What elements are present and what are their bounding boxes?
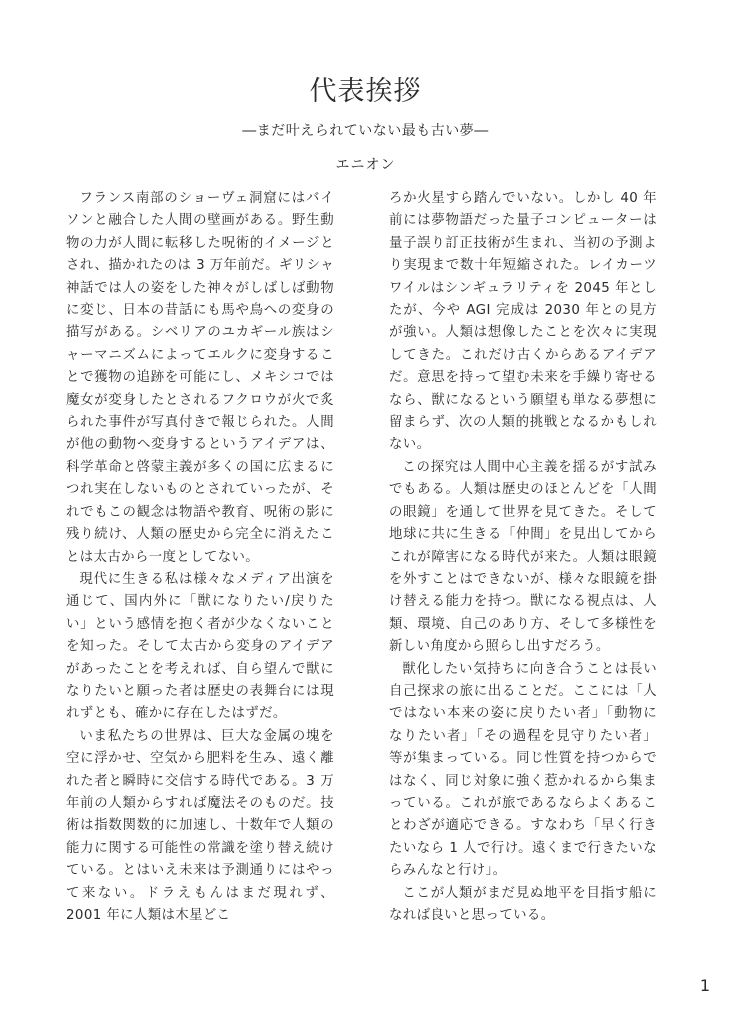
- paragraph-continuation: ろか火星すら踏んでいない。しかし 40 年前には夢物語だった量子コンピューターは量子誤り訂正技術が生まれ、当初の予測より実現まで数十年短縮された。レイカーツワイルはシンギュラリティを 2045 年としたが、今や AGI 完成は 2030 年との見方が強い。人類は想像したことを次々に実現してきた。これだけ古くからあるアイデアだ。意思を持って望む未来を手繰り寄せるなら、獣になるという願望も単なる夢想に留まらず、次の人類的挑戦となるかもしれない。: [389, 191, 657, 453]
- paragraph: ここが人類がまだ見ぬ地平を目指す船になれば良いと思っている。: [389, 885, 657, 923]
- paragraph: 獣化したい気持ちに向き合うことは長い自己探求の旅に出ることだ。ここには「人ではない本来の姿に戻りたい者」「動物になりたい者」「その過程を見守りたい者」等が集まっている。同じ性質を持つからではなく、同じ対象に強く惹かれるから集まっている。これが旅であるならよくあることわざが適応できる。すなわち「早く行きたいなら 1 人で行け。遠くまで行きたいならみんなと行け」。: [389, 661, 657, 879]
- page-title: 代表挨拶: [309, 76, 422, 107]
- author-name: エニオン: [335, 157, 396, 173]
- page-number: 1: [699, 976, 710, 995]
- page-subtitle: ―まだ叶えられていない最も古い夢―: [242, 123, 489, 139]
- paragraph: フランス南部のショーヴェ洞窟にはバイソンと融合した人間の壁画がある。野生動物の力が人間に転移した呪術的イメージとされ、描かれたのは 3 万年前だ。ギリシャ神話では人の姿をした神々がしばしば動物に変じ、日本の昔話にも馬や鳥への変身の描写がある。シベリアのユカギール族はシャーマニズムによってエルクに変身することで獲物の追跡を可能にし、メキシコでは魔女が変身したとされるフクロウが火で炙られた事件が写真付きで報じられた。人間が他の動物へ変身するというアイデアは、科学革命と啓蒙主義が多くの国に広まるにつれ実在しないものとされていったが、それでもこの観念は物語や教育、呪術の影に残り続け、人類の歴史から完全に消えたことは太古から一度としてない。: [66, 191, 334, 565]
- right-column: [389, 188, 657, 927]
- paragraph: 現代に生きる私は様々なメディア出演を通じて、国内外に「獣になりたい/戻りたい」という感情を抱く者が少なくないことを知った。そして太古から変身のアイデアがあったことを考えれば、自ら望んで獣になりたいと願った者は歴史の表舞台には現れずとも、確かに存在したはずだ。: [66, 571, 334, 722]
- paragraph: いま私たちの世界は、巨大な金属の塊を空に浮かせ、空気から肥料を生み、遠く離れた者と瞬時に交信する時代である。3 万年前の人類からすれば魔法そのものだ。技術は指数関数的に加速し、十数年で人類の能力に関する可能性の常識を塗り替え続けている。とはいえ未来は予測通りにはやって来ない。ドラえもんはまだ現れず、2001 年に人類は木星どこ: [66, 728, 334, 923]
- left-column: [66, 188, 334, 927]
- paragraph: この探究は人間中心主義を揺るがす試みでもある。人類は歴史のほとんどを「人間の眼鏡」を通して世界を見てきた。そして地球に共に生きる「仲間」を見出してからこれが障害になる時代が来た。人類は眼鏡を外すことはできないが、様々な眼鏡を掛け替える能力を持つ。獣になる視点は、人類、環境、自己のあり方、そして多様性を新しい角度から照らし出すだろう。: [389, 459, 657, 655]
